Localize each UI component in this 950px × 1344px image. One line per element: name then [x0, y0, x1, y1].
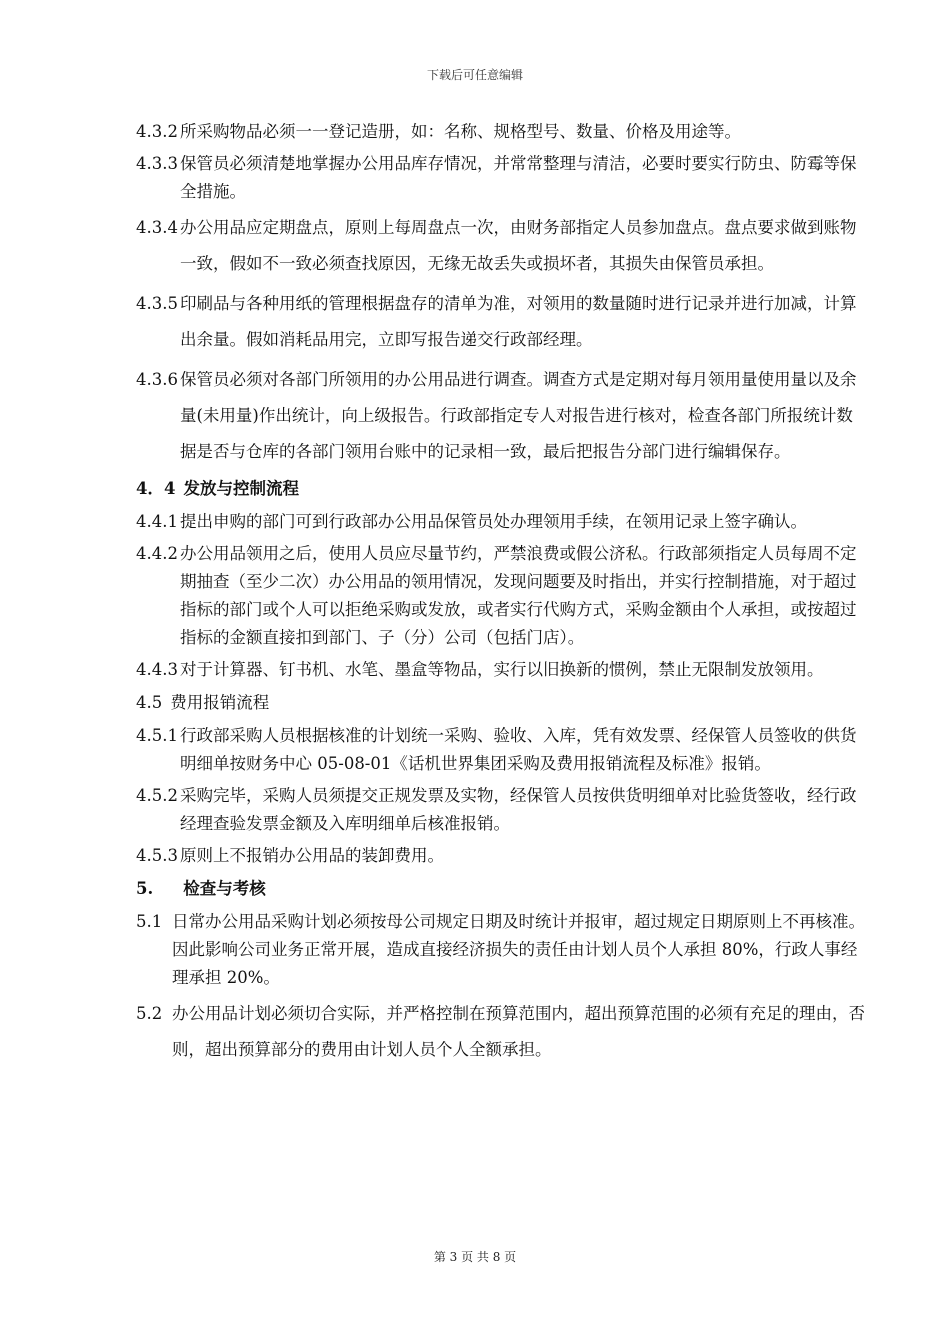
clause-number: 4.4.1	[136, 512, 178, 531]
clause-number: 4.5.2	[136, 786, 178, 805]
clause-text: 办公用品应定期盘点，原则上每周盘点一次，由财务部指定人员参加盘点。盘点要求做到账物一致，假如不一致必须查找原因，无缘无故丢失或损坏者，其损失由保管员承担。	[180, 218, 857, 273]
clause-text: 保管员必须清楚地掌握办公用品库存情况，并常常整理与清洁，必要时要实行防虫、防霉等保全措施。	[180, 154, 857, 201]
clause-4-4-2	[136, 540, 866, 652]
clause-4-5-1	[136, 722, 866, 778]
clause-text: 日常办公用品采购计划必须按母公司规定日期及时统计并报审，超过规定日期原则上不再核准。因此影响公司业务正常开展，造成直接经济损失的责任由计划人员个人承担 80%，行政人事经理承担 20%。	[172, 912, 865, 987]
clause-4-3-3	[136, 150, 866, 206]
clause-4-3-5	[136, 286, 866, 358]
clause-4-4-3	[136, 656, 866, 684]
section-title: 费用报销流程	[170, 693, 270, 712]
clause-text: 办公用品计划必须切合实际，并严格控制在预算范围内，超出预算范围的必须有充足的理由，否则，超出预算部分的费用由计划人员个人全额承担。	[172, 1004, 865, 1059]
clause-number: 4.3.3	[136, 154, 178, 173]
clause-number: 4.3.5	[136, 294, 178, 313]
clause-number: 4.5.1	[136, 726, 178, 745]
clause-number: 4.5.3	[136, 846, 178, 865]
page-header: 下载后可任意编辑	[426, 68, 523, 82]
clause-number: 4.3.2	[136, 122, 178, 141]
clause-text: 提出申购的部门可到行政部办公用品保管员处办理领用手续，在领用记录上签字确认。	[180, 512, 807, 531]
document-body	[136, 118, 866, 1072]
clause-text: 保管员必须对各部门所领用的办公用品进行调查。调查方式是定期对每月领用量使用量以及余量(未用量)作出统计，向上级报告。行政部指定专人对报告进行核对，检查各部门所报统计数据是否与仓库的各部门领用台账中的记录相一致，最后把报告分部门进行编辑保存。	[180, 370, 857, 461]
clause-text: 印刷品与各种用纸的管理根据盘存的清单为准，对领用的数量随时进行记录并进行加减，计算出余量。假如消耗品用完，立即写报告递交行政部经理。	[180, 294, 857, 349]
section-heading-5	[136, 874, 866, 904]
clause-4-4-1	[136, 508, 866, 536]
clause-number: 4.3.6	[136, 370, 178, 389]
clause-text: 办公用品领用之后，使用人员应尽量节约，严禁浪费或假公济私。行政部须指定人员每周不定期抽查（至少二次）办公用品的领用情况，发现问题要及时指出，并实行控制措施，对于超过指标的部门或个人可以拒绝采购或发放，或者实行代购方式，采购金额由个人承担，或按超过指标的金额直接扣到部门、子（分）公司（包括门店）。	[180, 544, 857, 647]
clause-4-5-3	[136, 842, 866, 870]
clause-number: 4.3.4	[136, 218, 178, 237]
clause-4-3-6	[136, 362, 866, 470]
section-heading-4-5	[136, 688, 866, 718]
clause-4-3-4	[136, 210, 866, 282]
clause-4-3-2	[136, 118, 866, 146]
section-title: 发放与控制流程	[183, 479, 299, 498]
section-title: 检查与考核	[183, 879, 266, 898]
clause-text: 采购完毕，采购人员须提交正规发票及实物，经保管人员按供货明细单对比验货签收，经行政经理查验发票金额及入库明细单后核准报销。	[180, 786, 857, 833]
clause-text: 行政部采购人员根据核准的计划统一采购、验收、入库，凭有效发票、经保管人员签收的供货明细单按财务中心 05-08-01《话机世界集团采购及费用报销流程及标准》报销。	[180, 726, 857, 773]
clause-number: 5.1	[136, 912, 163, 931]
section-number: 4.5	[136, 693, 163, 712]
clause-text: 对于计算器、钉书机、水笔、墨盒等物品，实行以旧换新的惯例，禁止无限制发放领用。	[180, 660, 824, 679]
section-number: 4．4	[136, 479, 176, 498]
clause-text: 原则上不报销办公用品的装卸费用。	[180, 846, 444, 865]
clause-text: 所采购物品必须一一登记造册，如：名称、规格型号、数量、价格及用途等。	[180, 122, 741, 141]
clause-4-5-2	[136, 782, 866, 838]
section-heading-4-4	[136, 474, 866, 504]
page-footer: 第 3 页 共 8 页	[433, 1250, 517, 1264]
section-number: 5.	[136, 879, 154, 898]
clause-number: 4.4.2	[136, 544, 178, 563]
clause-number: 5.2	[136, 1004, 163, 1023]
clause-5-2	[136, 996, 866, 1068]
clause-5-1	[136, 908, 866, 992]
clause-number: 4.4.3	[136, 660, 178, 679]
